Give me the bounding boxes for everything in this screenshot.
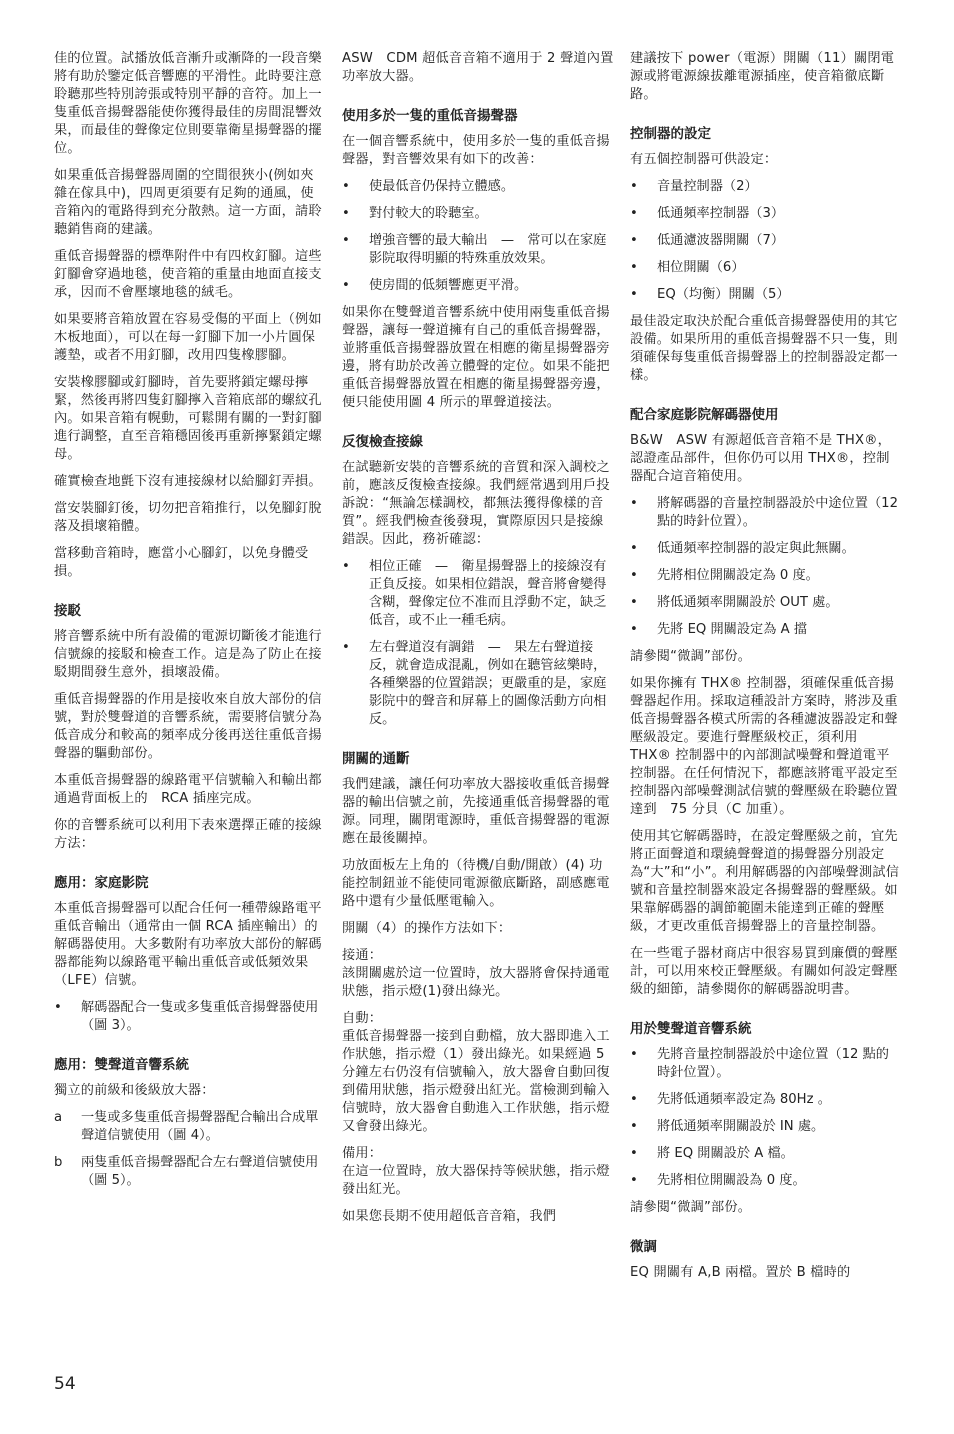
list-marker: b <box>54 1155 63 1170</box>
list-item-text: 先將相位開關設為 0 度。 <box>657 1173 806 1188</box>
paragraph: 你的音響系統可以利用下表來選擇正確的接線方法： <box>54 818 322 851</box>
paragraph: 如果要將音箱放置在容易受傷的平面上（例如木板地面），可以在每一釘腳下加一小片圓保護墊，或者不用釘腳，改用四隻橡膠腳。 <box>54 312 322 363</box>
list-item <box>630 540 902 558</box>
paragraph: 自動： 重低音揚聲器一接到自動檔，放大器即進入工作狀態，指示燈（1）發出綠光。如果經過 5 分鐘左右仍沒有信號輸入，放大器會自動回復到備用狀態，指示燈發出紅光。當檢測到輸入信號時，放大器會自動進入工作狀態，指示燈又會發出綠光。 <box>342 1011 610 1134</box>
list-item-text: 使房間的低頻響應更平滑。 <box>369 278 528 293</box>
list-item <box>630 1145 902 1163</box>
paragraph: 獨立的前級和後級放大器： <box>54 1083 215 1098</box>
list-item <box>342 639 614 729</box>
list-marker: • <box>630 1047 638 1062</box>
paragraph: 備用： 在這一位置時，放大器保持等候狀態，指示燈發出紅光。 <box>342 1146 610 1197</box>
paragraph: 如果你在雙聲道音響系統中使用兩隻重低音揚聲器，讓每一聲道擁有自己的重低音揚聲器，並將重低音揚聲器放置在相應的衛星揚聲器旁邊，將有助於改善立體聲的定位。如果不能把重低音揚聲器放置在相應的衛星揚聲器旁邊，便只能使用圖 4 所示的單聲道接法。 <box>342 305 610 410</box>
list-item <box>342 232 614 268</box>
list-item-text: 兩隻重低音揚聲器配合左右聲道信號使用（圖 5）。 <box>81 1155 319 1188</box>
paragraph: EQ 開關有 A,B 兩檔。置於 B 檔時的 <box>630 1265 851 1280</box>
paragraph: 確實檢查地氈下沒有連接線材以給腳釘弄損。 <box>54 474 322 489</box>
list-item-text: 相位正確 — 衛星揚聲器上的接線沒有正負反接。如果相位錯誤，聲音將會變得含糊，聲像定位不准而且浮動不定，缺乏低音，或不止一種毛病。 <box>369 559 607 628</box>
list-marker: • <box>630 1119 638 1134</box>
list-item <box>54 1109 326 1145</box>
section-heading: 應用：家庭影院 <box>54 875 149 891</box>
list-item-text: EQ（均衡）開關（5） <box>657 287 790 302</box>
list-marker: a <box>54 1110 63 1125</box>
section-heading: 開關的通斷 <box>342 751 410 767</box>
list-item <box>630 178 902 196</box>
list-item-text: 先將 EQ 開關設定為 A 擋 <box>657 622 808 637</box>
paragraph: 在一些電子器材商店中很容易買到廉價的聲壓計，可以用來校正聲壓級。有關如何設定聲壓級的細節，請參閱你的解碼器說明書。 <box>630 946 898 997</box>
list-item <box>630 1172 902 1190</box>
list-item <box>342 205 614 223</box>
list-item-text: 左右聲道沒有調錯 — 果左右聲道接反，就會造成混亂，例如在聽管絃樂時，各種樂器的位置錯誤；更嚴重的是，家庭影院中的聲音和屏幕上的圖像活動方向相反。 <box>369 640 607 727</box>
list-item <box>342 178 614 196</box>
list-item-text: 音量控制器（2） <box>657 179 758 194</box>
paragraph: 請參閱“微調”部份。 <box>630 649 752 664</box>
list-item-text: 將 EQ 開關設於 A 檔。 <box>657 1146 794 1161</box>
list-item-text: 將解碼器的音量控制器設於中途位置（12 點的時針位置）。 <box>657 496 898 529</box>
list-item <box>630 1091 902 1109</box>
section-heading: 反復檢查接線 <box>342 434 423 450</box>
list-item-text: 增強音響的最大輸出 — 常可以在家庭影院取得明顯的特殊重放效果。 <box>369 233 607 266</box>
section-heading: 用於雙聲道音響系統 <box>630 1021 752 1037</box>
paragraph: 將音響系統中所有設備的電源切斷後才能進行信號線的接駁和檢查工作。這是為了防止在接駁期間發生意外，損壞設備。 <box>54 629 322 680</box>
paragraph: 開關（4）的操作方法如下： <box>342 921 512 936</box>
list-item <box>630 567 902 585</box>
section-heading: 配合家庭影院解碼器使用 <box>630 407 779 423</box>
paragraph: 請參閱“微調”部份。 <box>630 1200 752 1215</box>
paragraph: ASW CDM 超低音音箱不適用于 2 聲道內置功率放大器。 <box>342 51 614 84</box>
paragraph: 在一個音響系統中，使用多於一隻的重低音揚聲器，對音響效果有如下的改善： <box>342 134 610 167</box>
list-marker: • <box>630 287 638 302</box>
list-marker: • <box>342 233 350 248</box>
paragraph: 本重低音揚聲器的線路電平信號輸入和輸出都通過背面板上的 RCA 插座完成。 <box>54 773 322 806</box>
paragraph: 當安裝腳釘後，切勿把音箱推行，以免腳釘脫落及損壞箱體。 <box>54 501 322 534</box>
list-item-text: 低通頻率控制器的設定與此無關。 <box>657 541 855 556</box>
paragraph: 當移動音箱時，應當小心腳釘，以免身體受損。 <box>54 546 309 579</box>
list-item <box>630 205 902 223</box>
list-item <box>630 232 902 250</box>
list-item <box>630 594 902 612</box>
list-item-text: 先將音量控制器設於中途位置（12 點的時針位置）。 <box>657 1047 889 1080</box>
list-item <box>342 277 614 295</box>
paragraph: B&W ASW 有源超低音音箱不是 THX®，認證產品部件，但你仍可以用 THX®，控制器配合這音箱使用。 <box>630 433 892 484</box>
list-item-text: 先將相位開關設定為 0 度。 <box>657 568 819 583</box>
list-marker: • <box>630 568 638 583</box>
section-heading: 使用多於一隻的重低音揚聲器 <box>342 108 518 124</box>
page-number: 54 <box>54 1374 76 1394</box>
paragraph: 接通： 該開關處於這一位置時，放大器將會保持通電狀態，指示燈(1)發出綠光。 <box>342 948 610 999</box>
list-item <box>54 999 326 1035</box>
section-heading: 應用：雙聲道音響系統 <box>54 1057 189 1073</box>
paragraph: 最佳設定取決於配合重低音揚聲器使用的其它設備。如果所用的重低音揚聲器不只一隻，則須確保每隻重低音揚聲器上的控制器設定都一樣。 <box>630 314 898 383</box>
list-item <box>630 286 902 304</box>
list-marker: • <box>342 559 350 574</box>
list-item <box>630 259 902 277</box>
list-marker: • <box>630 206 638 221</box>
paragraph: 重低音揚聲器的作用是接收來自放大部份的信號，對於雙聲道的音響系統，需要將信號分為低音成分和較高的頻率成分後再送往重低音揚聲器的驅動部份。 <box>54 692 322 761</box>
list-marker: • <box>54 1000 62 1015</box>
paragraph: 功放面板左上角的（待機/自動/開啟）(4) 功能控制鈕並不能使同電源徹底斷路，副感應電路中還有少量低壓電輸入。 <box>342 858 610 909</box>
list-item <box>630 1118 902 1136</box>
list-marker: • <box>630 1146 638 1161</box>
paragraph: 我們建議，讓任何功率放大器接收重低音揚聲器的輸出信號之前，先接通重低音揚聲器的電源。同理，關閉電源時，重低音揚聲器的電源應在最後關掉。 <box>342 777 610 846</box>
paragraph: 佳的位置。試播放低音漸升或漸降的一段音樂將有助於鑒定低音響應的平滑性。此時要注意聆聽那些特別誇張或特別平靜的音符。加上一隻重低音揚聲器能使你獲得最佳的房間混響效果，而最佳的聲像定位則要靠衛星揚聲器的擺位。 <box>54 51 322 156</box>
text-column-middle <box>342 50 614 1235</box>
paragraph: 重低音揚聲器的標準附件中有四枚釘腳。這些釘腳會穿過地毯，使音箱的重量由地面直接支承，因而不會壓壞地毯的絨毛。 <box>54 249 322 300</box>
list-marker: • <box>342 278 350 293</box>
list-marker: • <box>342 640 350 655</box>
list-marker: • <box>342 179 350 194</box>
list-marker: • <box>630 595 638 610</box>
list-marker: • <box>630 260 638 275</box>
section-heading: 微調 <box>630 1239 657 1255</box>
paragraph: 如果您長期不使用超低音音箱，我們 <box>342 1209 557 1224</box>
list-marker: • <box>342 206 350 221</box>
paragraph: 如果重低音揚聲器周圍的空間很狹小(例如夾雜在傢具中)，四周更須要有足夠的通風，使音箱內的電路得到充分散熱。這一方面，請聆聽銷售商的建議。 <box>54 168 322 237</box>
list-marker: • <box>630 233 638 248</box>
paragraph: 有五個控制器可供設定： <box>630 152 778 167</box>
list-item-text: 對付較大的聆聽室。 <box>369 206 488 221</box>
list-marker: • <box>630 1092 638 1107</box>
list-item-text: 低通濾波器開關（7） <box>657 233 785 248</box>
list-item <box>630 621 902 639</box>
section-heading: 接駁 <box>54 603 81 619</box>
list-marker: • <box>630 1173 638 1188</box>
paragraph: 本重低音揚聲器可以配合任何一種帶線路電平重低音輸出（通常由一個 RCA 插座輸出）的解碼器使用。大多數附有功率放大部份的解碼器都能夠以線路電平輸出重低音或低頻效果（LFE）信號。 <box>54 901 322 988</box>
list-item <box>342 558 614 630</box>
list-item-text: 一隻或多隻重低音揚聲器配合輸出合成單聲道信號使用（圖 4）。 <box>81 1110 319 1143</box>
paragraph: 建議按下 power（電源）開關（11）關閉電源或將電源線拔離電源插座，使音箱徹底斷路。 <box>630 51 895 102</box>
list-marker: • <box>630 179 638 194</box>
list-item-text: 低通頻率控制器（3） <box>657 206 785 221</box>
list-item <box>630 1046 902 1082</box>
text-column-right <box>630 50 902 1291</box>
paragraph: 在試聽新安裝的音響系統的音質和深入調校之前，應該反復檢查接線。我們經常遇到用戶投訴說：“無論怎樣調校，都無法獲得像樣的音質”。經我們檢查後發現，實際原因只是接線錯誤。因此，務祈確認： <box>342 460 610 547</box>
list-item-text: 將低通頻率開關設於 OUT 處。 <box>657 595 839 610</box>
list-item-text: 先將低通頻率設定為 80Hz 。 <box>657 1092 831 1107</box>
list-item-text: 解碼器配合一隻或多隻重低音揚聲器使用（圖 3）。 <box>81 1000 319 1033</box>
list-marker: • <box>630 622 638 637</box>
paragraph: 安裝橡膠腳或釘腳時，首先要將鎖定螺母擰緊，然後再將四隻釘腳擰入音箱底部的螺紋孔內。如果音箱有幌動，可鬆開有關的一對釘腳進行調整，直至音箱穩固後再重新擰緊鎖定螺母。 <box>54 375 322 462</box>
list-item-text: 使最低音仍保持立體感。 <box>369 179 515 194</box>
text-column-left <box>54 50 326 1199</box>
list-item <box>54 1154 326 1190</box>
list-marker: • <box>630 541 638 556</box>
list-item-text: 將低通頻率開關設於 IN 處。 <box>657 1119 825 1134</box>
paragraph: 使用其它解碼器時，在設定聲壓級之前，宜先將正面聲道和環繞聲聲道的揚聲器分別設定為“大”和“小”。利用解碼器的內部噪聲測試信號和音量控制器來設定各揚聲器的聲壓級。如果靠解碼器的調節範圍未能達到正確的聲壓級，才更改重低音揚聲器上的音量控制器。 <box>630 829 900 934</box>
paragraph: 如果你擁有 THX® 控制器，須確保重低音揚聲器起作用。採取這種設計方案時，將涉及重低音揚聲器各模式所需的各種濾波器設定和聲壓級設定。要進行聲壓級校正，須利用 THX® 控制器中的內部測試噪聲和聲道電平控制器。在任何情況下，都應該將電平設定至控制器內部噪聲測試信號的聲壓級在聆聽位置達到 75 分貝（C 加重）。 <box>630 676 898 817</box>
section-heading: 控制器的設定 <box>630 126 711 142</box>
list-item-text: 相位開關（6） <box>657 260 745 275</box>
list-marker: • <box>630 496 638 511</box>
list-item <box>630 495 902 531</box>
